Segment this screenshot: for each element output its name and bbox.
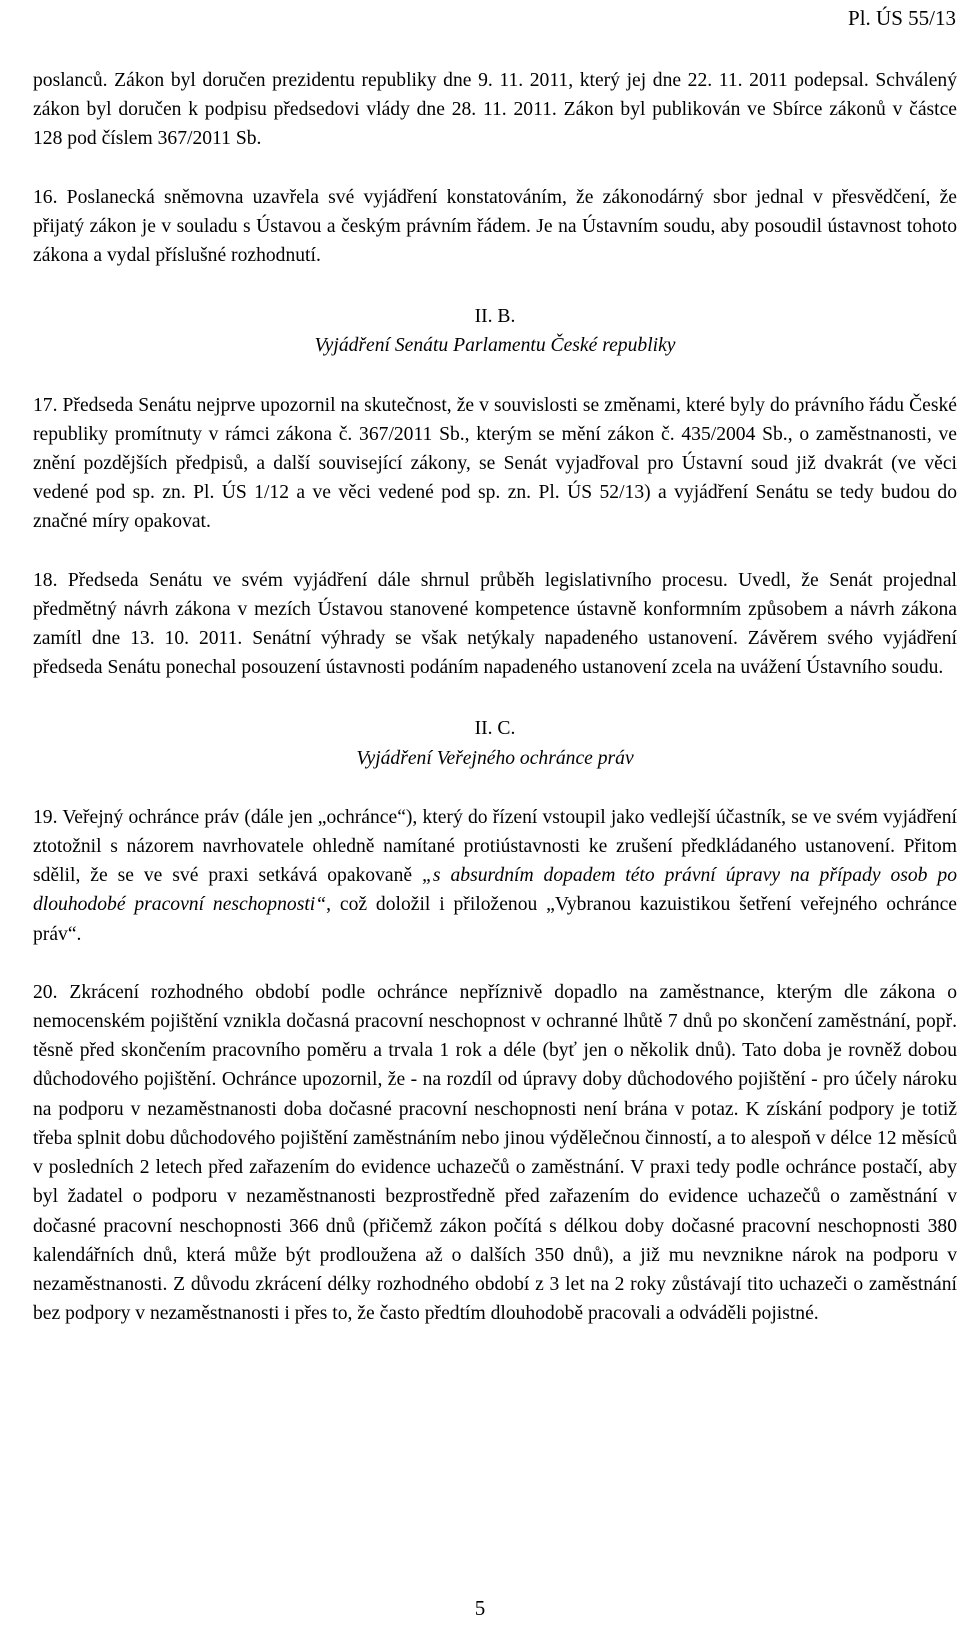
- document-body: [33, 66, 957, 1328]
- paragraph-16: 16. Poslanecká sněmovna uzavřela své vyjádření konstatováním, že zákonodárný sbor jednal v přesvědčení, že přijatý zákon je v souladu s Ústavou a českým právním řádem. Je na Ústavním soudu, aby posoudil ústavnost tohoto zákona a vydal příslušné rozhodnutí.: [33, 186, 957, 267]
- paragraph-19-quote: „s absurdním dopadem této právní úpravy na případy osob po dlouhodobé pracovní neschopnosti“: [33, 865, 957, 916]
- section-heading-senate: [33, 302, 957, 360]
- section-heading-ombudsman: [33, 714, 957, 772]
- paragraph-20: 20. Zkrácení rozhodného období podle ochránce nepříznivě dopadlo na zaměstnance, kterým dle zákona o nemocenském pojištění vznikla dočasná pracovní neschopnost v ochranné lhůtě 7 dnů po skončení zaměstnání, popř. těsně před skončením pracovního poměru a trvala 1 rok a déle (byť jen o několik dnů). Tato doba je rovněž dobou důchodového pojištění. Ochránce upozornil, že - na rozdíl od úpravy doby důchodového pojištění - pro účely nároku na podporu v nezaměstnanosti doba dočasné pracovní neschopnosti není brána v potaz. K získání podpory je totiž třeba splnit dobu důchodového pojištění zaměstnáním nebo jinou výdělečnou činností, a to alespoň v délce 12 měsíců v posledních 2 letech před zařazením do evidence uchazečů o zaměstnání. V praxi tedy podle ochránce postačí, aby byl žadatel o podporu v nezaměstnanosti bezprostředně před zařazením do evidence uchazečů o zaměstnání v dočasné pracovní neschopnosti 366 dnů (přičemž zákon počítá s délkou doby dočasné pracovní neschopnosti 380 kalendářních dnů, která může být prodloužena až o dalších 350 dnů), a již mu nevznikne nárok na podporu v nezaměstnanosti. Z důvodu zkrácení délky rozhodného období z 3 let na 2 roky zůstávají tito uchazeči o zaměstnání bez podpory v nezaměstnanosti i přes to, že často předtím dlouhodobě pracovali a odváděli pojistné.: [33, 981, 957, 1325]
- paragraph-19-text-a: 19. Veřejný ochránce práv (dále jen „ochránce“), který do řízení vstoupil jako vedlejší účastník, se ve svém vyjádření ztotožnil s názorem navrhovatele ohledně namítané protiústavnosti ke zrušení předkládaného ustanovení. Přitom sdělil, že se ve své praxi setkává opakovaně: [33, 806, 957, 887]
- section-title: Vyjádření Veřejného ochránce práv: [356, 747, 634, 769]
- paragraph-continued: poslanců. Zákon byl doručen prezidentu republiky dne 9. 11. 2011, který jej dne 22. 11. 2011 podepsal. Schválený zákon byl doručen k podpisu předsedovi vlády dne 28. 11. 2011. Zákon byl publikován ve Sbírce zákonů v částce 128 pod číslem 367/2011 Sb.: [33, 70, 957, 150]
- paragraph-19: [33, 803, 957, 949]
- page-number: 5: [474, 1596, 486, 1620]
- case-reference: Pl. ÚS 55/13: [848, 6, 956, 30]
- paragraph-19-text-b: , což doložil i přiloženou „Vybranou kazuistikou šetření veřejného ochránce práv“.: [33, 894, 958, 945]
- paragraph-17: 17. Předseda Senátu nejprve upozornil na skutečnost, že v souvislosti se změnami, které byly do právního řádu České republiky promítnuty v rámci zákona č. 367/2011 Sb., kterým se mění zákon č. 435/2004 Sb., o zaměstnanosti, ve znění pozdějších předpisů, a další související zákony, se Senát vyjadřoval pro Ústavní soud již dvakrát (ve věci vedené pod sp. zn. Pl. ÚS 1/12 a ve věci vedené pod sp. zn. Pl. ÚS 52/13) a vyjádření Senátu se tedy budou do značné míry opakovat.: [33, 394, 957, 533]
- paragraph-18: 18. Předseda Senátu ve svém vyjádření dále shrnul průběh legislativního procesu. Uvedl, že Senát projednal předmětný návrh zákona v mezích Ústavou stanovené kompetence ústavně konformním způsobem a návrh zákona zamítl dne 13. 10. 2011. Senátní výhrady se však netýkaly napadeného ustanovení. Závěrem svého vyjádření předseda Senátu ponechal posouzení ústavnosti podáním napadeného ustanovení zcela na uvážení Ústavního soudu.: [33, 569, 957, 679]
- section-code: II. C.: [474, 718, 516, 740]
- section-code: II. B.: [474, 306, 516, 328]
- section-title: Vyjádření Senátu Parlamentu České republiky: [314, 335, 676, 357]
